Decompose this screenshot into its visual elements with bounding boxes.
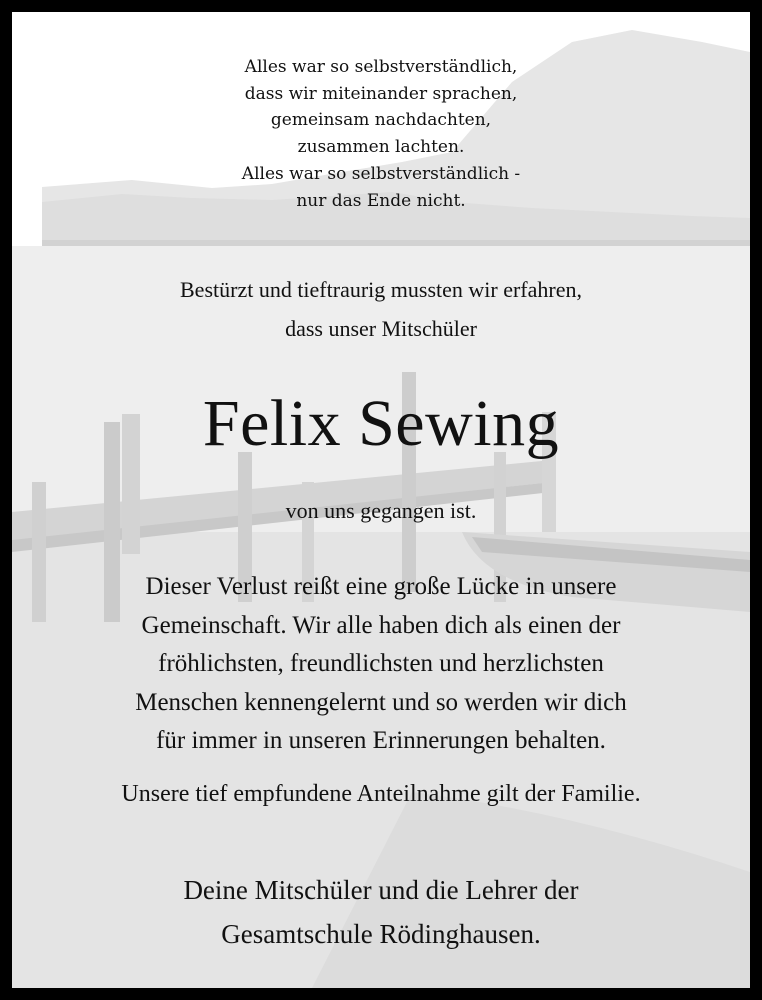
signature-block xyxy=(12,868,750,956)
deceased-name: Felix Sewing xyxy=(202,387,560,460)
poem-line: zusammen lachten. xyxy=(297,137,465,158)
loss-line: Dieser Verlust reißt eine große Lücke in unsere xyxy=(145,573,617,600)
signature-line: Gesamtschule Rödinghausen. xyxy=(221,919,541,949)
loss-line: Gemeinschaft. Wir alle haben dich als einen der xyxy=(141,611,621,639)
intro-line: dass unser Mitschüler xyxy=(285,316,477,341)
loss-line: Menschen kennengelernt und so werden wir dich xyxy=(135,688,627,716)
loss-line: fröhlichsten, freundlichsten und herzlichsten xyxy=(158,650,604,678)
sympathy-text: Unsere tief empfundene Anteilnahme gilt der Familie. xyxy=(121,781,641,807)
intro-line: Bestürzt und tieftraurig mussten wir erfahren, xyxy=(180,277,582,302)
poem-line: dass wir miteinander sprachen, xyxy=(244,83,518,104)
signature-line: Deine Mitschüler und die Lehrer der xyxy=(183,875,579,905)
loss-line: für immer in unseren Erinnerungen behalten. xyxy=(156,727,606,755)
poem-line: Alles war so selbstverständlich - xyxy=(241,163,521,184)
poem-line: Alles war so selbstverständlich, xyxy=(244,57,518,77)
loss-paragraph xyxy=(12,568,750,761)
poem-line: nur das Ende nicht. xyxy=(296,190,466,211)
poem-line: gemeinsam nachdachten, xyxy=(270,110,492,131)
passed-away-text: von uns gegangen ist. xyxy=(285,498,477,523)
obituary-text xyxy=(12,12,750,988)
poem xyxy=(12,54,750,214)
intro-text xyxy=(12,270,750,348)
